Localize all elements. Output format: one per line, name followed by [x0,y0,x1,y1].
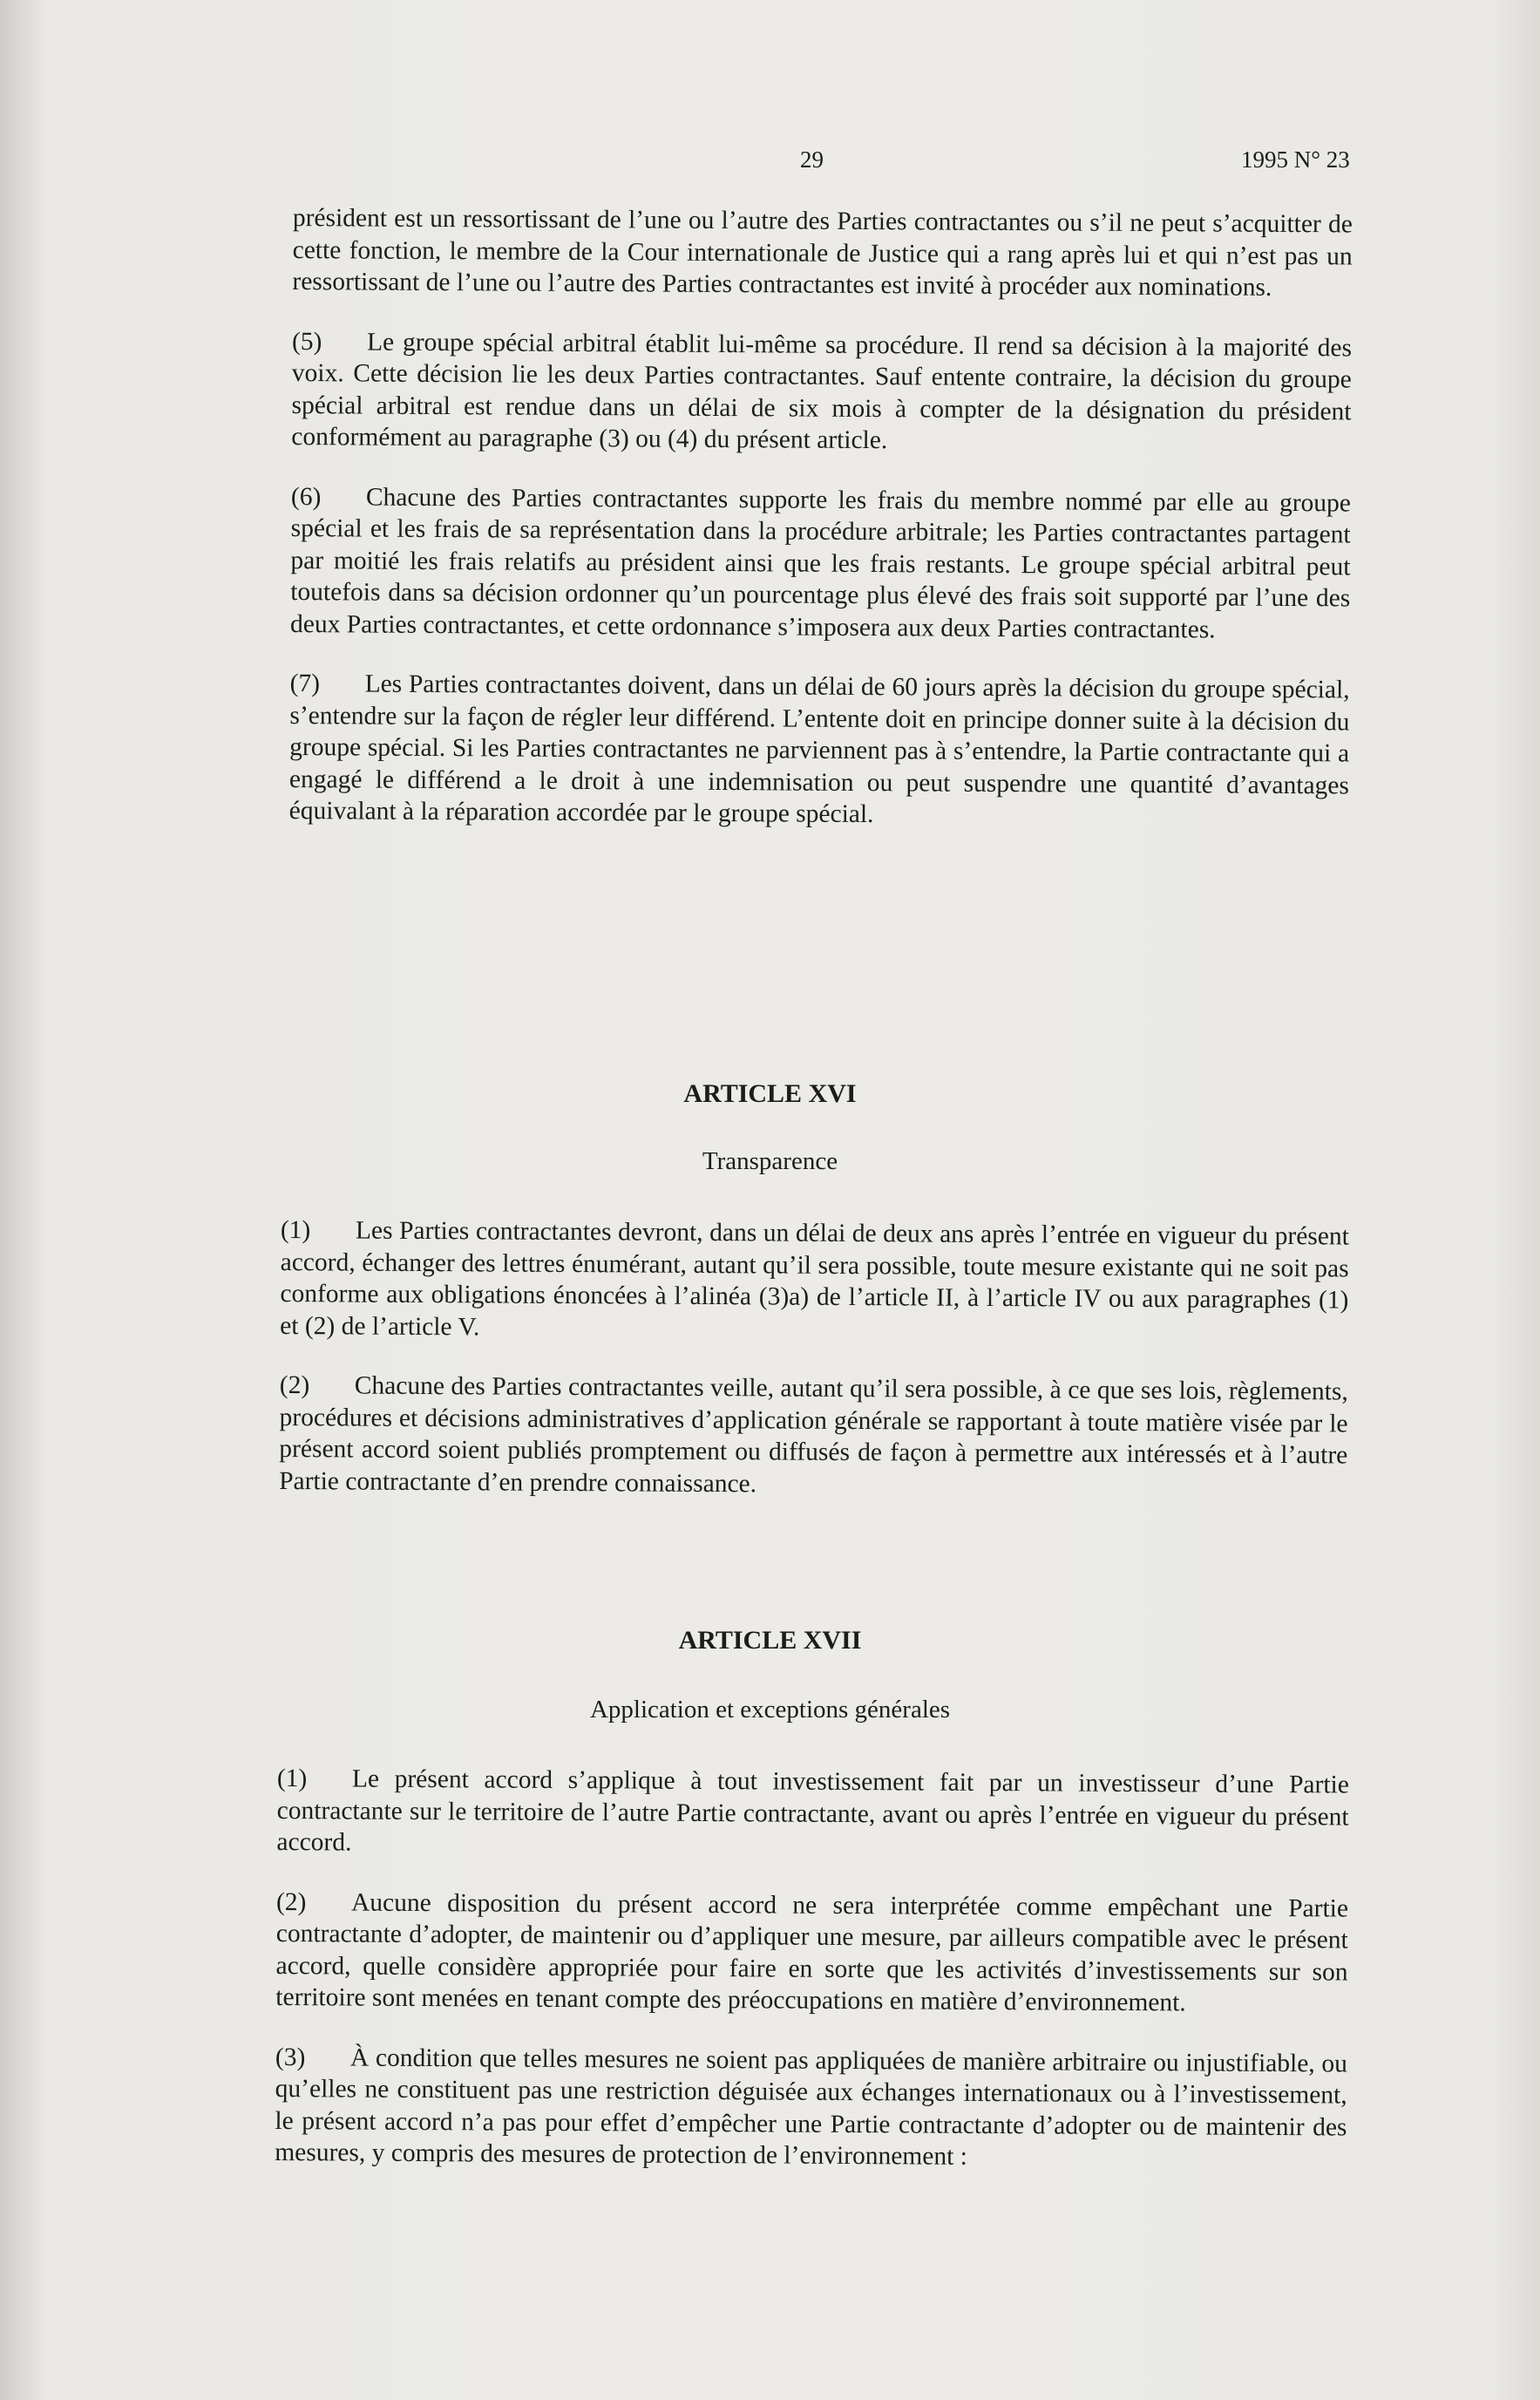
paragraph-text: Chacune des Parties contractantes veille, autant qu’il sera possible, à ce que ses lois, règlements, procédures et décisions administratives d’application générale se rapportant à toute matière visée par le présent accord soient publiés promptement ou diffusés de façon à permettre aux intéressés et à l’autre Partie contractante d’en prendre connaissance. [279,1371,1348,1498]
paragraph-5 [291,325,1352,459]
paragraph-number: (1) [276,1764,308,1793]
paragraph-number: (5) [291,327,322,356]
continuation-paragraph [292,202,1353,304]
article-xvii-body [275,1763,1349,2203]
page-number: 29 [800,146,824,173]
paragraph-7 [289,668,1350,833]
article-xvii-subtitle: Application et exceptions générales [589,1696,951,1724]
article-xvi-paragraph-1 [280,1214,1349,1348]
paragraph-text: Le groupe spécial arbitral établit lui-même sa procédure. Il rend sa décision à la majorité des voix. Cette décision lie les deux Parties contractantes. Sauf entente contraire, la décision du groupe spécial arbitral est rendue dans un délai de six mois à compter de la désignation du président conformément au paragraphe (3) ou (4) du présent article. [291,328,1353,455]
paragraph-number: (6) [290,482,322,511]
document-reference: 1995 N° 23 [1241,146,1350,173]
paragraph-text: président est un ressortissant de l’une ou l’autre des Parties contractantes ou s’il ne peut s’acquitter de cette fonction, le membre de la Cour internationale de Justice qui a rang après lui et qui n’est pas un ressortissant de l’une ou l’autre des Parties contractantes est invité à procéder aux nominations. [292,203,1353,302]
paragraph-text: Les Parties contractantes devront, dans un délai de deux ans après l’entrée en vigueur du présent accord, échanger des lettres énumérant, autant qu’il sera possible, toute mesure existante qui ne soit pas conforme aux obligations énoncées à l’alinéa (3)a) de l’article II, à l’article IV ou aux paragraphes (1) et (2) de l’article V. [280,1216,1349,1341]
paragraph-text: Le présent accord s’applique à tout investissement fait par un investisseur d’une Partie contractante sur le territoire de l’autre Partie contractante, avant ou après l’entrée en vigueur du présent accord. [276,1764,1349,1857]
paragraph-number: (2) [275,1887,307,1916]
top-section [288,202,1353,861]
paragraph-text: Chacune des Parties contractantes supporte les frais du membre nommé par elle au groupe spécial et les frais de sa représentation dans la procédure arbitrale; les Parties contractantes partagent par moitié les frais relatifs au président ainsi que les frais restants. Le groupe spécial arbitral peut toutefois dans sa décision ordonner qu’un pourcentage plus élevé des frais soit supporté par l’une des deux Parties contractantes, et cette ordonnance s’imposera aux deux Parties contractantes. [289,483,1352,643]
paragraph-number: (7) [289,669,321,698]
page-header [0,146,1540,181]
article-xvii-paragraph-2 [275,1886,1348,2020]
paragraph-text: À condition que telles mesures ne soient pas appliquées de manière arbitraire ou injustifiable, ou qu’elles ne constituent pas une restriction déguisée aux échanges internationaux ou à l’investissement, le présent accord n’a pas pour effet d’empêcher une Partie contractante d’adopter ou de maintenir des mesures, y compris des mesures de protection de l’environnement : [275,2043,1348,2171]
article-xvi-subtitle: Transparence [702,1147,838,1175]
paragraph-text: Les Parties contractantes doivent, dans un délai de 60 jours après la décision du groupe spécial, s’entendre sur la façon de régler leur différend. L’entente doit en principe donner suite à la décision du groupe spécial. Si les Parties contractantes ne parviennent pas à s’entendre, la Partie contractante qui a engagé le différend a le droit à une indemnisation ou peut suspendre une quantité d’avantages équivalant à la réparation accordée par le groupe spécial. [288,670,1350,829]
article-xvii-heading: ARTICLE XVII [678,1626,862,1655]
article-xvi-paragraph-2 [279,1370,1348,1503]
article-xvii-paragraph-3 [275,2041,1347,2175]
paragraph-number: (1) [280,1216,311,1245]
paragraph-number: (2) [279,1370,310,1400]
article-xvii-paragraph-1 [276,1763,1349,1865]
paragraph-text: Aucune disposition du présent accord ne sera interprétée comme empêchant une Partie contractante d’adopter, de maintenir ou d’appliquer une mesure, par ailleurs compatible avec le présent accord, quelle considère appropriée pour faire en sorte que les activités d’investissements sur son territoire sont menées en tenant compte des préoccupations en matière d’environnement. [275,1888,1349,2017]
article-xvi-heading: ARTICLE XVI [683,1079,857,1108]
paragraph-number: (3) [275,2043,306,2071]
paragraph-6 [290,480,1351,646]
article-xvi-body [279,1214,1349,1531]
